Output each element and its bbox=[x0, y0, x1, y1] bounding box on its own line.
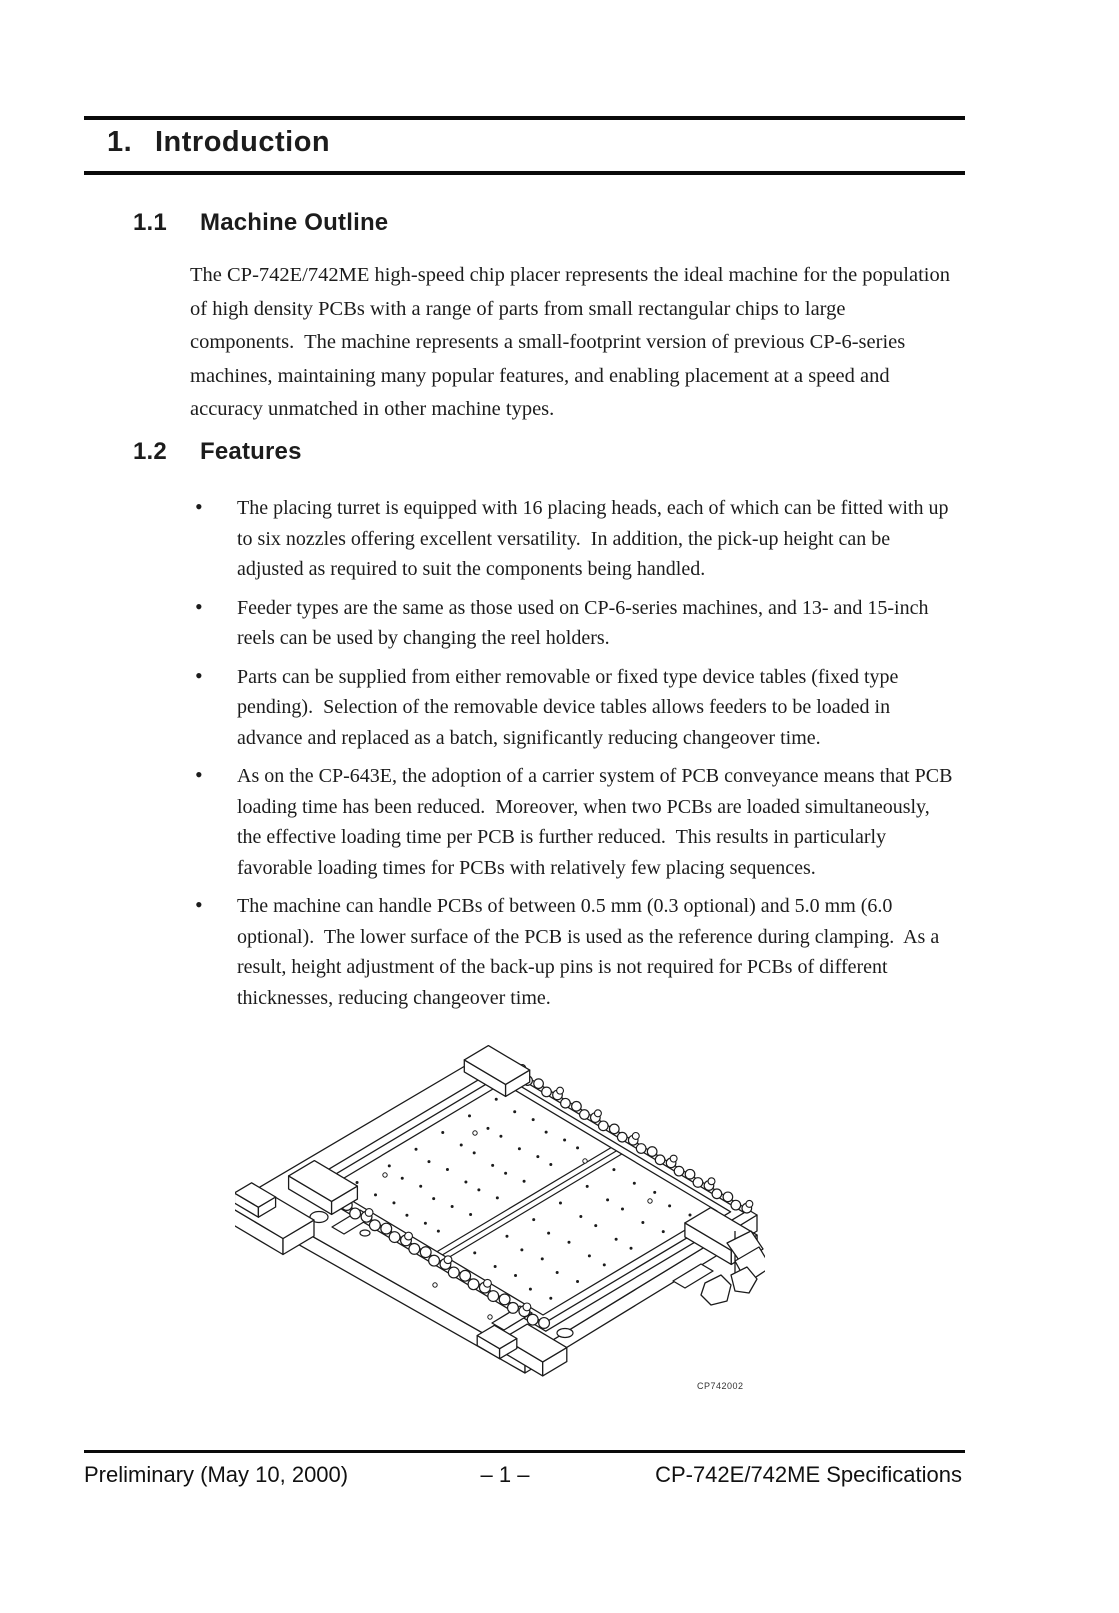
footer-doc-title: CP-742E/742ME Specifications bbox=[655, 1462, 962, 1487]
machine-outline-paragraph: The CP-742E/742ME high-speed chip placer represents the ideal machine for the population of high density PCBs with a range of parts from small rectangular chips to large components. The machine represents a small-footprint version of previous CP-6-series machines, maintaining many popular features, and enabling placement at a speed and accuracy unmatched in other machine types. bbox=[190, 264, 956, 420]
footer-rule bbox=[84, 1450, 965, 1453]
feature-item: • Feeder types are the same as those used on CP-6-series machines, and 13- and 15-inch reels can be used by changing the reel holders. bbox=[237, 593, 955, 654]
section-title: Machine Outline bbox=[200, 209, 389, 236]
feature-item: • Parts can be supplied from either removable or fixed type device tables (fixed type pending). Selection of the removable device tables allows feeders to be loaded in advance and replaced as a batch, significantly reducing changeover time. bbox=[237, 662, 955, 754]
feature-item: • The machine can handle PCBs of between 0.5 mm (0.3 optional) and 5.0 mm (6.0 optional). The lower surface of the PCB is used as the reference during clamping. As a result, height adjustment of the back-up pins is not required for PCBs of different thicknesses, reducing changeover time. bbox=[237, 891, 955, 1013]
footer-doc-status: Preliminary (May 10, 2000) bbox=[84, 1462, 349, 1487]
pcb-carrier-drawing bbox=[235, 1035, 765, 1380]
figure-caption: CP742002 bbox=[697, 1381, 744, 1391]
features-list bbox=[84, 493, 958, 1013]
section-number: 1.1 bbox=[133, 209, 167, 236]
section-title: Features bbox=[200, 438, 302, 465]
feature-item: • As on the CP-643E, the adoption of a carrier system of PCB conveyance means that PCB loading time has been reduced. Moreover, when two PCBs are loaded simultaneously, the effective loading time per PCB is further reduced. This results in particularly favorable loading times for PCBs with relatively few placing sequences. bbox=[237, 761, 955, 883]
chapter-title: Introduction bbox=[155, 126, 331, 158]
pcb-carrier-figure bbox=[235, 1035, 765, 1380]
section-machine-outline bbox=[84, 209, 965, 427]
header-top-rule bbox=[84, 116, 965, 120]
footer-page-number: – 1 – bbox=[480, 1462, 530, 1487]
header-bottom-rule bbox=[84, 171, 965, 175]
section-heading bbox=[84, 438, 965, 466]
section-features bbox=[84, 438, 965, 1021]
feature-item: • The placing turret is equipped with 16 placing heads, each of which can be fitted with up to six nozzles offering excellent versatility. In addition, the pick-up height can be adjusted as required to suit the components being handled. bbox=[237, 493, 955, 585]
chapter-heading bbox=[84, 126, 965, 159]
section-heading bbox=[84, 209, 965, 237]
section-number: 1.2 bbox=[133, 438, 167, 465]
chapter-number: 1. bbox=[107, 126, 133, 158]
